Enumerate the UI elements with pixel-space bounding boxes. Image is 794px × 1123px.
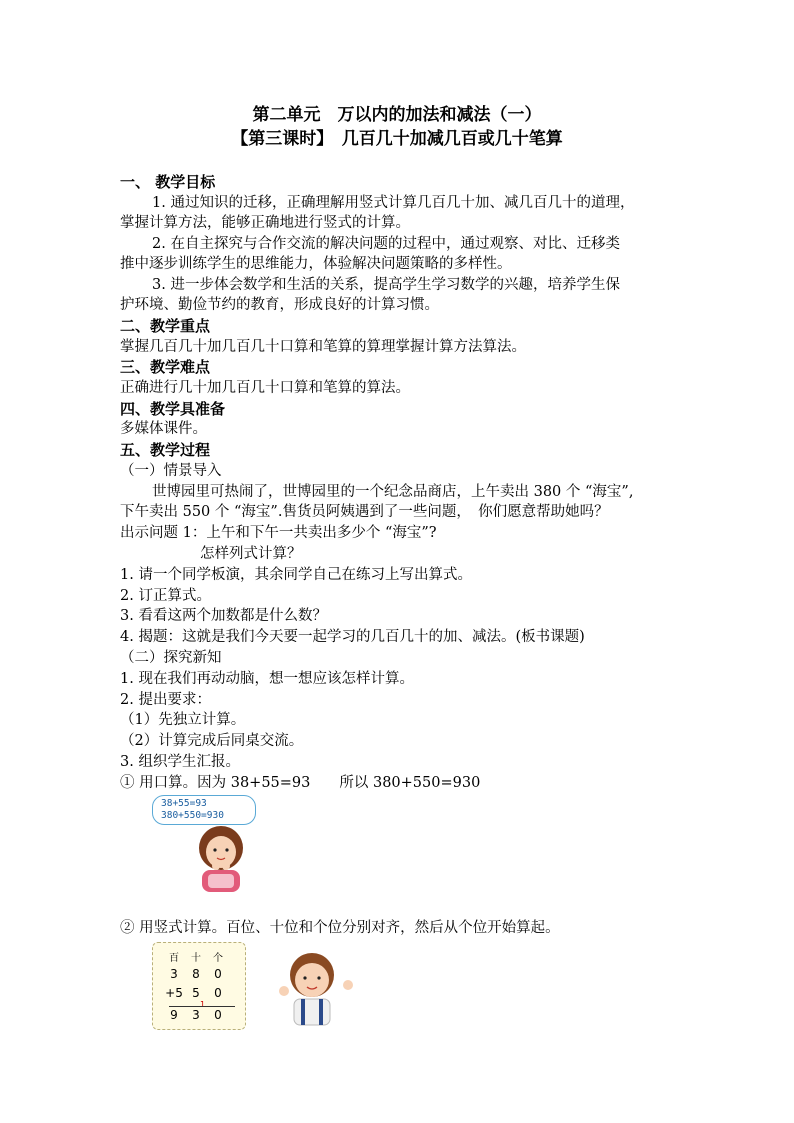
method-oral: ① 用口算。因为 38+55=93 所以 380+550=930: [120, 775, 481, 791]
step-3: 3. 看看这两个加数都是什么数？: [120, 608, 327, 624]
explore-1: 1. 现在我们再动动脑，想一想应该怎样计算。: [120, 671, 414, 687]
digit: 0: [214, 986, 222, 1000]
place-hundreds: 百: [169, 953, 179, 964]
key-points-text: 掌握几百几十加几百几十口算和笔算的算理掌握计算方法算法。: [120, 339, 526, 355]
digit: 3: [192, 1008, 200, 1022]
question-2: 怎样列式计算？: [200, 546, 302, 562]
goal-3b: 护环境、勤俭节约的教育，形成良好的计算习惯。: [120, 297, 439, 313]
digit: 9: [170, 1008, 178, 1022]
materials-text: 多媒体课件。: [120, 421, 207, 437]
digit: 0: [214, 1008, 222, 1022]
sum-line: [169, 1006, 235, 1007]
digit: 8: [192, 967, 200, 981]
vertical-calculation: [152, 942, 246, 1030]
heading-goals: 一、 教学目标: [120, 173, 216, 191]
intro-para-b: 下午卖出 550 个 “海宝”.售货员阿姨遇到了一些问题， 你们愿意帮助她吗？: [120, 504, 609, 520]
addend-1: [163, 967, 239, 981]
digit: 0: [214, 967, 222, 981]
lesson-subtitle: 【第三课时】 几百几十加减几百或几十笔算: [231, 129, 563, 149]
goal-3a: 3. 进一步体会数学和生活的关系，提高学生学习数学的兴趣，培养学生保: [152, 277, 620, 293]
addend-2: [163, 986, 239, 1000]
bubble-line-2: 380+550=930: [161, 810, 224, 821]
page-title: 第二单元 万以内的加法和减法（一）: [252, 105, 542, 125]
sum-row: [163, 1008, 239, 1022]
digit: 3: [170, 967, 178, 981]
heading-process: 五、教学过程: [120, 441, 211, 459]
method-vertical: ② 用竖式计算。百位、十位和个位分别对齐，然后从个位开始算起。: [120, 920, 560, 936]
difficulties-text: 正确进行几十加几百几十口算和笔算的算法。: [120, 380, 410, 396]
carry-mark: 1: [200, 1000, 206, 1009]
explore-2b: （2）计算完成后同桌交流。: [120, 733, 304, 749]
place-tens: 十: [191, 953, 201, 964]
question-1: 出示问题 1：上午和下午一共卖出多少个 “海宝”?: [120, 525, 437, 541]
digit: +5: [165, 986, 183, 1000]
heading-key-points: 二、教学重点: [120, 317, 211, 335]
heading-difficulties: 三、教学难点: [120, 358, 211, 376]
intro-para-a: 世博园里可热闹了，世博园里的一个纪念品商店，上午卖出 380 个 “海宝”,: [152, 484, 634, 500]
boy-illustration-icon: [270, 945, 362, 1027]
explore-2a: （1）先独立计算。: [120, 712, 246, 728]
goal-2a: 2. 在自主探究与合作交流的解决问题的过程中，通过观察、对比、迁移类: [152, 236, 620, 252]
step-4: 4. 揭题：这就是我们今天要一起学习的几百几十的加、减法。(板书课题): [120, 629, 585, 645]
goal-1a: 1. 通过知识的迁移，正确理解用竖式计算几百几十加、减几百几十的道理，: [152, 195, 635, 211]
step-2: 2. 订正算式。: [120, 588, 211, 604]
digit: 5: [192, 986, 200, 1000]
explore-3: 3. 组织学生汇报。: [120, 754, 240, 770]
bubble-line-1: 38+55=93: [161, 798, 207, 809]
goal-2b: 推中逐步训练学生的思维能力，体验解决问题策略的多样性。: [120, 256, 512, 272]
heading-materials: 四、教学具准备: [120, 400, 226, 418]
place-ones: 个: [213, 953, 223, 964]
subheading-explore: （二）探究新知: [120, 650, 222, 666]
step-1: 1. 请一个同学板演，其余同学自己在练习上写出算式。: [120, 567, 472, 583]
subheading-intro: （一）情景导入: [120, 463, 222, 479]
girl-illustration-icon: [186, 822, 256, 894]
place-header: [163, 949, 239, 964]
explore-2: 2. 提出要求：: [120, 692, 211, 708]
goal-1b: 掌握计算方法，能够正确地进行竖式的计算。: [120, 215, 410, 231]
speech-bubble: [152, 795, 256, 825]
